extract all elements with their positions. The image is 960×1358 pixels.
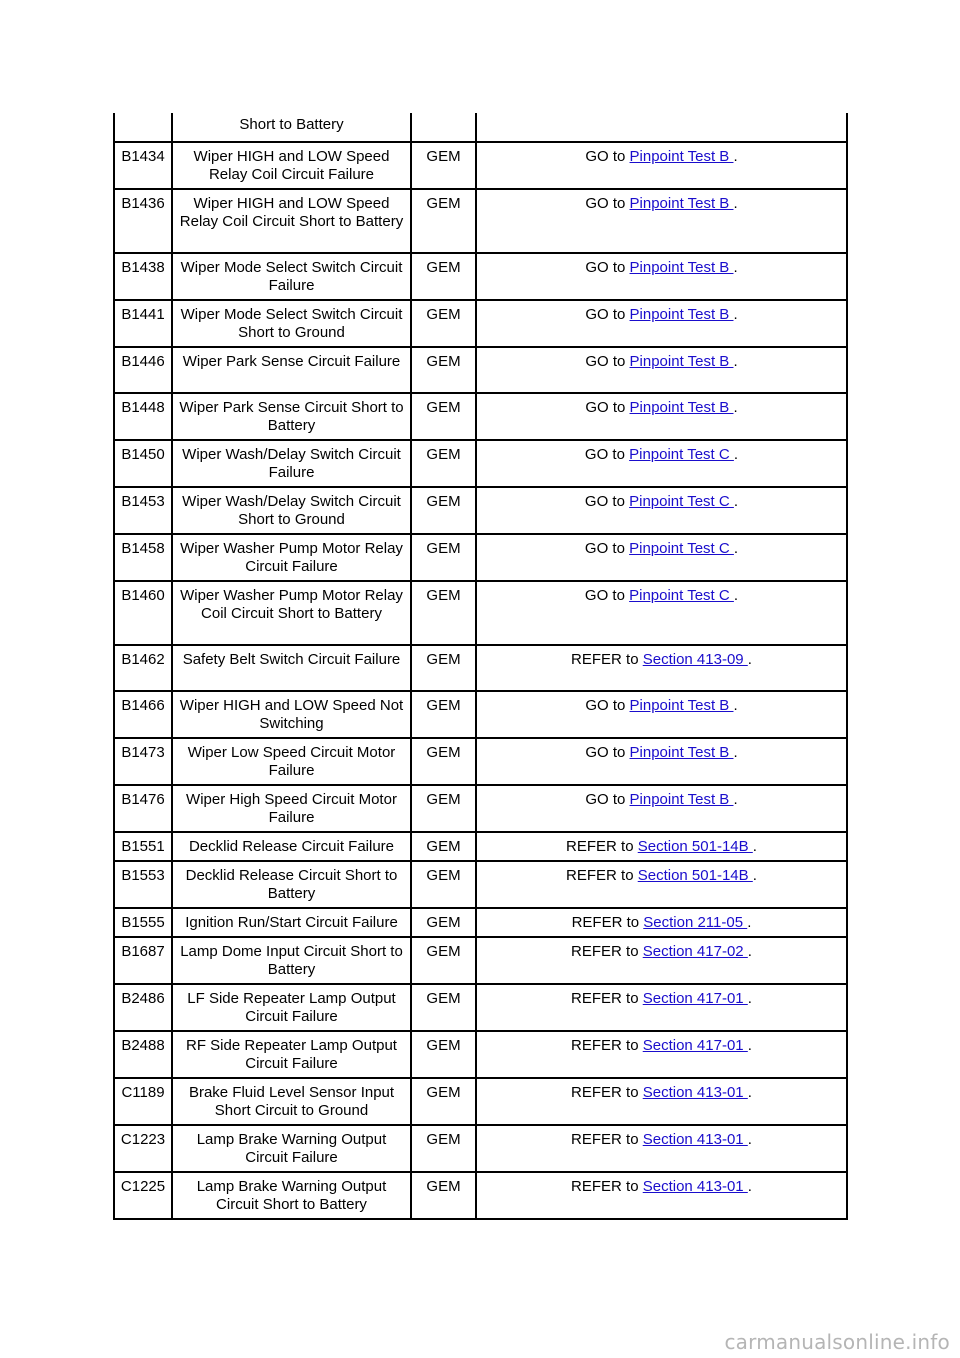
action-prefix: REFER to	[566, 838, 638, 855]
action-suffix: .	[733, 540, 739, 557]
action-prefix: GO to	[585, 306, 630, 323]
dtc-code-cell: B1687	[114, 937, 172, 984]
action-prefix: REFER to	[571, 943, 643, 960]
description-cell: Lamp Brake Warning Output Circuit Failure	[172, 1125, 411, 1172]
table-row	[114, 189, 847, 253]
action-cell	[476, 253, 847, 300]
module-cell: GEM	[411, 189, 476, 253]
action-cell	[476, 534, 847, 581]
action-cell	[476, 113, 847, 142]
action-prefix: GO to	[584, 446, 630, 463]
reference-link[interactable]: Section 501-14B	[637, 838, 753, 855]
dtc-code-cell: B2488	[114, 1031, 172, 1078]
dtc-code-cell: B1446	[114, 347, 172, 393]
module-cell: GEM	[411, 347, 476, 393]
action-cell	[476, 832, 847, 861]
table-row	[114, 1125, 847, 1172]
module-cell: GEM	[411, 1125, 476, 1172]
module-cell: GEM	[411, 534, 476, 581]
action-prefix: REFER to	[571, 1178, 643, 1195]
action-suffix: .	[733, 587, 739, 604]
reference-link[interactable]: Pinpoint Test C	[629, 540, 734, 557]
module-cell: GEM	[411, 738, 476, 785]
action-cell	[476, 1125, 847, 1172]
action-cell	[476, 1078, 847, 1125]
table-row	[114, 832, 847, 861]
description-cell: Lamp Brake Warning Output Circuit Short to Battery	[172, 1172, 411, 1219]
module-cell: GEM	[411, 691, 476, 738]
dtc-code-cell: B1453	[114, 487, 172, 534]
action-cell	[476, 645, 847, 691]
action-cell	[476, 393, 847, 440]
module-cell: GEM	[411, 253, 476, 300]
module-cell: GEM	[411, 984, 476, 1031]
description-cell: Wiper Mode Select Switch Circuit Short to Ground	[172, 300, 411, 347]
table-row	[114, 645, 847, 691]
action-cell	[476, 1031, 847, 1078]
action-cell	[476, 1172, 847, 1219]
reference-link[interactable]: Pinpoint Test C	[629, 446, 734, 463]
action-suffix: .	[733, 493, 739, 510]
reference-link[interactable]: Pinpoint Test B	[629, 744, 734, 761]
action-prefix: REFER to	[571, 990, 643, 1007]
reference-link[interactable]: Pinpoint Test B	[629, 306, 734, 323]
description-cell: Wiper High Speed Circuit Motor Failure	[172, 785, 411, 832]
table-row	[114, 691, 847, 738]
reference-link[interactable]: Pinpoint Test B	[629, 195, 734, 212]
dtc-code-cell: B1555	[114, 908, 172, 937]
action-suffix: .	[733, 791, 738, 808]
dtc-code-cell: B1448	[114, 393, 172, 440]
table-row	[114, 1078, 847, 1125]
module-cell: GEM	[411, 142, 476, 189]
table-row	[114, 300, 847, 347]
table-row	[114, 142, 847, 189]
action-suffix: .	[747, 990, 752, 1007]
module-cell: GEM	[411, 832, 476, 861]
action-suffix: .	[733, 744, 738, 761]
table-row	[114, 487, 847, 534]
table-row	[114, 1031, 847, 1078]
description-cell: Decklid Release Circuit Failure	[172, 832, 411, 861]
description-cell: Wiper Mode Select Switch Circuit Failure	[172, 253, 411, 300]
reference-link[interactable]: Pinpoint Test B	[629, 148, 734, 165]
dtc-code-cell: B1434	[114, 142, 172, 189]
module-cell: GEM	[411, 1031, 476, 1078]
action-suffix: .	[733, 353, 738, 370]
table-row	[114, 440, 847, 487]
action-prefix: GO to	[585, 353, 630, 370]
dtc-code-cell: C1223	[114, 1125, 172, 1172]
dtc-code-cell: C1225	[114, 1172, 172, 1219]
table-row	[114, 113, 847, 142]
dtc-code-cell: B1466	[114, 691, 172, 738]
action-prefix: GO to	[585, 148, 630, 165]
module-cell: GEM	[411, 393, 476, 440]
action-cell	[476, 142, 847, 189]
module-cell: GEM	[411, 440, 476, 487]
action-prefix: GO to	[585, 399, 630, 416]
description-cell: Wiper Park Sense Circuit Failure	[172, 347, 411, 393]
description-cell: Wiper Wash/Delay Switch Circuit Failure	[172, 440, 411, 487]
reference-link[interactable]: Section 417-02	[642, 943, 748, 960]
action-suffix: .	[752, 838, 757, 855]
table-row	[114, 1172, 847, 1219]
module-cell: GEM	[411, 1172, 476, 1219]
action-cell	[476, 984, 847, 1031]
dtc-table	[113, 113, 848, 1220]
reference-link[interactable]: Section 413-01	[642, 1084, 748, 1101]
description-cell: Brake Fluid Level Sensor Input Short Circuit to Ground	[172, 1078, 411, 1125]
action-cell	[476, 189, 847, 253]
description-cell: Wiper Wash/Delay Switch Circuit Short to Ground	[172, 487, 411, 534]
action-cell	[476, 300, 847, 347]
dtc-code-cell: B1551	[114, 832, 172, 861]
action-prefix: REFER to	[571, 1037, 643, 1054]
description-cell: Short to Battery	[172, 113, 411, 142]
reference-link[interactable]: Section 501-14B	[637, 867, 753, 884]
table-row	[114, 534, 847, 581]
action-prefix: GO to	[585, 791, 630, 808]
dtc-code-cell: B1438	[114, 253, 172, 300]
reference-link[interactable]: Pinpoint Test B	[629, 697, 734, 714]
table-row	[114, 738, 847, 785]
action-cell	[476, 937, 847, 984]
action-cell	[476, 738, 847, 785]
reference-link[interactable]: Pinpoint Test B	[629, 353, 734, 370]
action-suffix: .	[733, 148, 738, 165]
module-cell: GEM	[411, 581, 476, 645]
watermark: carmanualsonline.info	[724, 1330, 950, 1354]
reference-link[interactable]: Section 413-01	[642, 1178, 748, 1195]
reference-link[interactable]: Pinpoint Test C	[629, 493, 734, 510]
reference-link[interactable]: Section 413-09	[642, 651, 748, 668]
action-cell	[476, 347, 847, 393]
table-row	[114, 393, 847, 440]
action-prefix: GO to	[584, 540, 630, 557]
table-row	[114, 908, 847, 937]
action-cell	[476, 785, 847, 832]
module-cell: GEM	[411, 645, 476, 691]
reference-link[interactable]: Section 413-01	[642, 1131, 748, 1148]
description-cell: Wiper Washer Pump Motor Relay Coil Circuit Short to Battery	[172, 581, 411, 645]
description-cell: Wiper HIGH and LOW Speed Not Switching	[172, 691, 411, 738]
table-row	[114, 984, 847, 1031]
action-suffix: .	[747, 914, 752, 931]
table-row	[114, 347, 847, 393]
table-row	[114, 581, 847, 645]
action-suffix: .	[733, 697, 738, 714]
dtc-code-cell: B2486	[114, 984, 172, 1031]
table-row	[114, 937, 847, 984]
action-suffix: .	[733, 399, 738, 416]
action-suffix: .	[733, 446, 739, 463]
dtc-code-cell: B1441	[114, 300, 172, 347]
action-prefix: GO to	[584, 587, 630, 604]
dtc-code-cell: C1189	[114, 1078, 172, 1125]
module-cell	[411, 113, 476, 142]
action-prefix: REFER to	[571, 1131, 643, 1148]
action-cell	[476, 581, 847, 645]
action-prefix: REFER to	[571, 651, 643, 668]
action-prefix: REFER to	[571, 1084, 643, 1101]
reference-link[interactable]: Pinpoint Test B	[629, 791, 734, 808]
action-suffix: .	[733, 259, 738, 276]
dtc-code-cell: B1553	[114, 861, 172, 908]
action-suffix: .	[747, 1084, 752, 1101]
description-cell: LF Side Repeater Lamp Output Circuit Failure	[172, 984, 411, 1031]
module-cell: GEM	[411, 908, 476, 937]
action-cell	[476, 691, 847, 738]
dtc-code-cell: B1460	[114, 581, 172, 645]
description-cell: Decklid Release Circuit Short to Battery	[172, 861, 411, 908]
description-cell: Wiper Low Speed Circuit Motor Failure	[172, 738, 411, 785]
action-cell	[476, 861, 847, 908]
reference-link[interactable]: Pinpoint Test B	[629, 259, 734, 276]
description-cell: Wiper Washer Pump Motor Relay Circuit Failure	[172, 534, 411, 581]
description-cell: Wiper Park Sense Circuit Short to Battery	[172, 393, 411, 440]
dtc-code-cell: B1436	[114, 189, 172, 253]
dtc-code-cell	[114, 113, 172, 142]
module-cell: GEM	[411, 1078, 476, 1125]
action-suffix: .	[747, 1131, 752, 1148]
action-suffix: .	[733, 306, 738, 323]
action-suffix: .	[747, 943, 752, 960]
action-suffix: .	[747, 1178, 752, 1195]
table-row	[114, 785, 847, 832]
module-cell: GEM	[411, 861, 476, 908]
description-cell: Wiper HIGH and LOW Speed Relay Coil Circuit Failure	[172, 142, 411, 189]
action-suffix: .	[752, 867, 757, 884]
table-row	[114, 253, 847, 300]
reference-link[interactable]: Section 417-01	[642, 1037, 748, 1054]
dtc-code-cell: B1450	[114, 440, 172, 487]
action-prefix: GO to	[584, 493, 630, 510]
action-prefix: REFER to	[571, 914, 644, 931]
action-prefix: GO to	[585, 744, 630, 761]
action-prefix: GO to	[585, 259, 630, 276]
reference-link[interactable]: Section 417-01	[642, 990, 748, 1007]
dtc-code-cell: B1476	[114, 785, 172, 832]
reference-link[interactable]: Section 211-05	[643, 914, 748, 931]
description-cell: Ignition Run/Start Circuit Failure	[172, 908, 411, 937]
description-cell: Safety Belt Switch Circuit Failure	[172, 645, 411, 691]
description-cell: Wiper HIGH and LOW Speed Relay Coil Circuit Short to Battery	[172, 189, 411, 253]
table-row	[114, 861, 847, 908]
action-cell	[476, 487, 847, 534]
description-cell: RF Side Repeater Lamp Output Circuit Failure	[172, 1031, 411, 1078]
dtc-code-cell: B1458	[114, 534, 172, 581]
action-prefix: REFER to	[566, 867, 638, 884]
module-cell: GEM	[411, 300, 476, 347]
action-suffix: .	[747, 1037, 752, 1054]
reference-link[interactable]: Pinpoint Test C	[629, 587, 734, 604]
dtc-code-cell: B1473	[114, 738, 172, 785]
action-suffix: .	[733, 195, 738, 212]
module-cell: GEM	[411, 785, 476, 832]
module-cell: GEM	[411, 487, 476, 534]
dtc-code-cell: B1462	[114, 645, 172, 691]
action-prefix: GO to	[585, 195, 630, 212]
module-cell: GEM	[411, 937, 476, 984]
reference-link[interactable]: Pinpoint Test B	[629, 399, 734, 416]
action-prefix: GO to	[585, 697, 630, 714]
action-cell	[476, 440, 847, 487]
action-cell	[476, 908, 847, 937]
description-cell: Lamp Dome Input Circuit Short to Battery	[172, 937, 411, 984]
action-suffix: .	[747, 651, 752, 668]
